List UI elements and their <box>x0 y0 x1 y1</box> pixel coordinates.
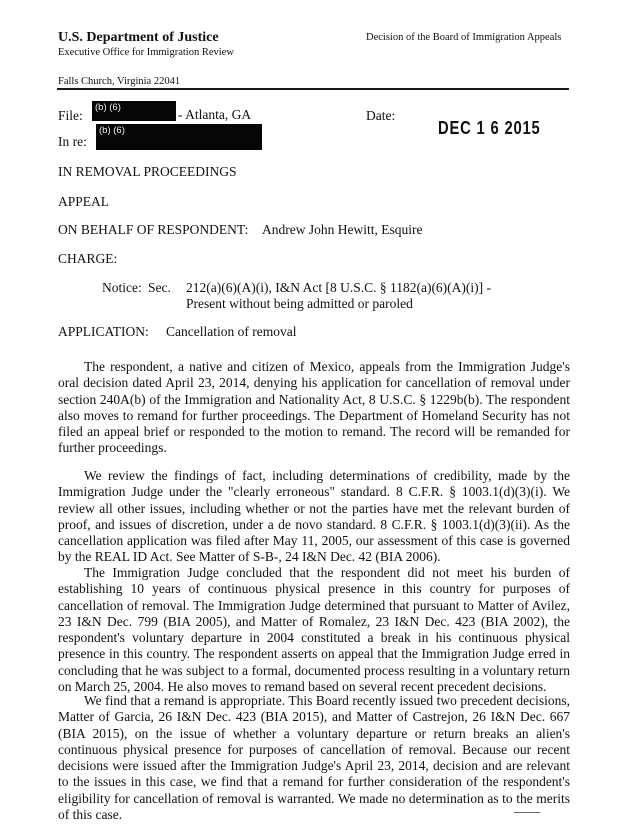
charge-label: CHARGE: <box>58 251 118 266</box>
header-divider <box>57 88 569 90</box>
file-location: - Atlanta, GA <box>178 107 252 122</box>
proceedings-heading: IN REMOVAL PROCEEDINGS <box>58 164 237 179</box>
application-label: APPLICATION: <box>58 324 149 339</box>
file-label: File: <box>58 108 83 123</box>
behalf-label: ON BEHALF OF RESPONDENT: <box>58 222 249 237</box>
file-redaction: (b) (6) <box>92 101 176 121</box>
paragraph-remand: We find that a remand is appropriate. This Board recently issued two precedent decisions, Matter of Garcia, 26 I&N Dec. 423 (BIA 2015), and Matter of Castrejon, 26 I&N Dec. 667 (BIA 2015), on the issue of whether a voluntary departure or return breaks an alien's continuous physical presence for purposes of cancellation of removal. Because our recent decisions were issued after the Immigration Judge's April 23, 2014, decision and are relevant to the issues in this case, we find that a remand for further consideration of the respondent's eligibility for cancellation of removal is warranted. We made no determination as to the merits of this case. <box>58 693 570 823</box>
charge-description: Present without being admitted or paroled <box>186 296 413 311</box>
decision-title: Decision of the Board of Immigration Appeals <box>366 32 562 43</box>
application-value: Cancellation of removal <box>166 324 297 339</box>
office-name: Executive Office for Immigration Review <box>58 47 234 58</box>
notice-label: Notice: <box>102 280 142 295</box>
agency-name: U.S. Department of Justice <box>58 30 219 45</box>
respondent-counsel: Andrew John Hewitt, Esquire <box>262 222 423 237</box>
paragraph-standard-of-review: We review the findings of fact, including determinations of credibility, made by the Immigration Judge under the "clearly erroneous" standard. 8 C.F.R. § 1003.1(d)(3)(i). We review all other issues, including whether or not the parties have met the relevant burden of proof, and issues of discretion, under a de novo standard. 8 C.F.R. § 1003.1(d)(3)(ii). As the cancellation application was filed after May 11, 2005, our assessment of this case is governed by the REAL ID Act. See Matter of S-B-, 24 I&N Dec. 42 (BIA 2006). <box>58 468 570 565</box>
date-label: Date: <box>366 108 396 123</box>
date-stamp: DEC 1 6 2015 <box>438 118 541 138</box>
inre-redaction: (b) (6) <box>96 124 262 150</box>
charge-citation: 212(a)(6)(A)(i), I&N Act [8 U.S.C. § 1182(a)(6)(A)(i)] - <box>186 280 492 295</box>
appeal-heading: APPEAL <box>58 194 110 209</box>
section-label: Sec. <box>148 280 171 295</box>
paragraph-ij-conclusion: The Immigration Judge concluded that the respondent did not meet his burden of establishing 10 years of continuous physical presence in this country for purposes of cancellation of removal. The Immigration Judge determined that pursuant to Matter of Avilez, 23 I&N Dec. 799 (BIA 2005), and Matter of Romalez, 23 I&N Dec. 423 (BIA 2002), the respondent's voluntary departure in 2004 constituted a break in his continuous physical presence in this country. The respondent asserts on appeal that the Immigration Judge erred in concluding that he was subject to a formal, documented process resulting in a voluntary return on March 25, 2004. He also moves to remand based on several recent precedent decisions. <box>58 565 570 695</box>
paragraph-intro: The respondent, a native and citizen of Mexico, appeals from the Immigration Judge's oral decision dated April 23, 2014, denying his application for cancellation of removal under section 240A(b) of the Immigration and Nationality Act, 8 U.S.C. § 1229b(b). The respondent also moves to remand for further proceedings. The Department of Homeland Security has not filed an appeal brief or responded to the motion to remand. The record will be remanded for further proceedings. <box>58 359 570 456</box>
inre-label: In re: <box>58 134 87 149</box>
office-city: Falls Church, Virginia 22041 <box>58 76 181 87</box>
letterhead <box>58 30 234 60</box>
page-mark <box>514 812 540 813</box>
